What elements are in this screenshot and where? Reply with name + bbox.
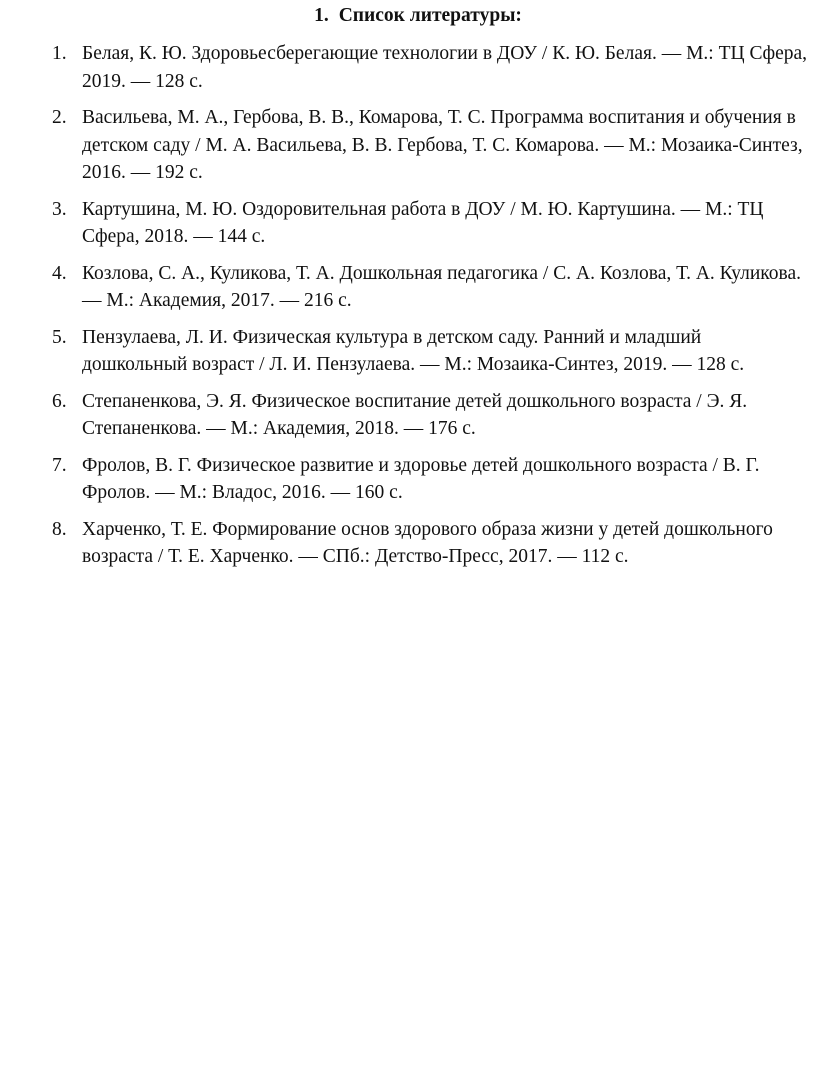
reference-text: Козлова, С. А., Куликова, Т. А. Дошкольная педагогика / С. А. Козлова, Т. А. Куликова. — М.: Академия, 2017. — 216 с. [82, 262, 801, 311]
reference-item [0, 104, 816, 187]
reference-number: 1. [52, 43, 67, 64]
reference-list [0, 40, 816, 580]
reference-item [0, 260, 816, 315]
reference-text: Картушина, М. Ю. Оздоровительная работа в ДОУ / М. Ю. Картушина. — М.: ТЦ Сфера, 2018. — 144 с. [82, 198, 764, 247]
reference-number: 8. [52, 518, 67, 540]
reference-item [0, 452, 816, 507]
reference-item [0, 516, 816, 571]
heading-title: Список литературы: [338, 5, 522, 26]
reference-number: 6. [52, 390, 67, 412]
reference-number: 7. [52, 454, 67, 476]
reference-number: 3. [52, 198, 67, 220]
reference-text: Белая, К. Ю. Здоровьесберегающие технологии в ДОУ / К. Ю. Белая. — М.: ТЦ Сфера, 2019. — 128 с. [82, 43, 808, 92]
reference-item [0, 388, 816, 443]
reference-item [0, 324, 816, 379]
reference-text: Пензулаева, Л. И. Физическая культура в детском саду. Ранний и младший дошкольный возраст / Л. И. Пензулаева. — М.: Мозаика-Синтез, 2019. — 128 с. [82, 326, 745, 375]
reference-item [0, 196, 816, 251]
reference-number: 2. [52, 107, 67, 128]
reference-text: Харченко, Т. Е. Формирование основ здорового образа жизни у детей дошкольного возраста / Т. Е. Харченко. — СПб.: Детство-Пресс, 2017. — 112 с. [82, 518, 773, 567]
heading-number: 1. [314, 5, 329, 26]
reference-text: Васильева, М. А., Гербова, В. В., Комарова, Т. С. Программа воспитания и обучения в детском саду / М. А. Васильева, В. В. Гербова, Т. С. Комарова. — М.: Мозаика-Синтез, 2016. — 192 с. [82, 107, 803, 183]
section-heading [0, 4, 816, 28]
reference-item [0, 40, 816, 95]
reference-number: 4. [52, 262, 67, 284]
reference-text: Степаненкова, Э. Я. Физическое воспитание детей дошкольного возраста / Э. Я. Степаненкова. — М.: Академия, 2018. — 176 с. [82, 390, 748, 439]
reference-number: 5. [52, 326, 67, 348]
reference-text: Фролов, В. Г. Физическое развитие и здоровье детей дошкольного возраста / В. Г. Фролов. — М.: Владос, 2016. — 160 с. [82, 454, 760, 503]
